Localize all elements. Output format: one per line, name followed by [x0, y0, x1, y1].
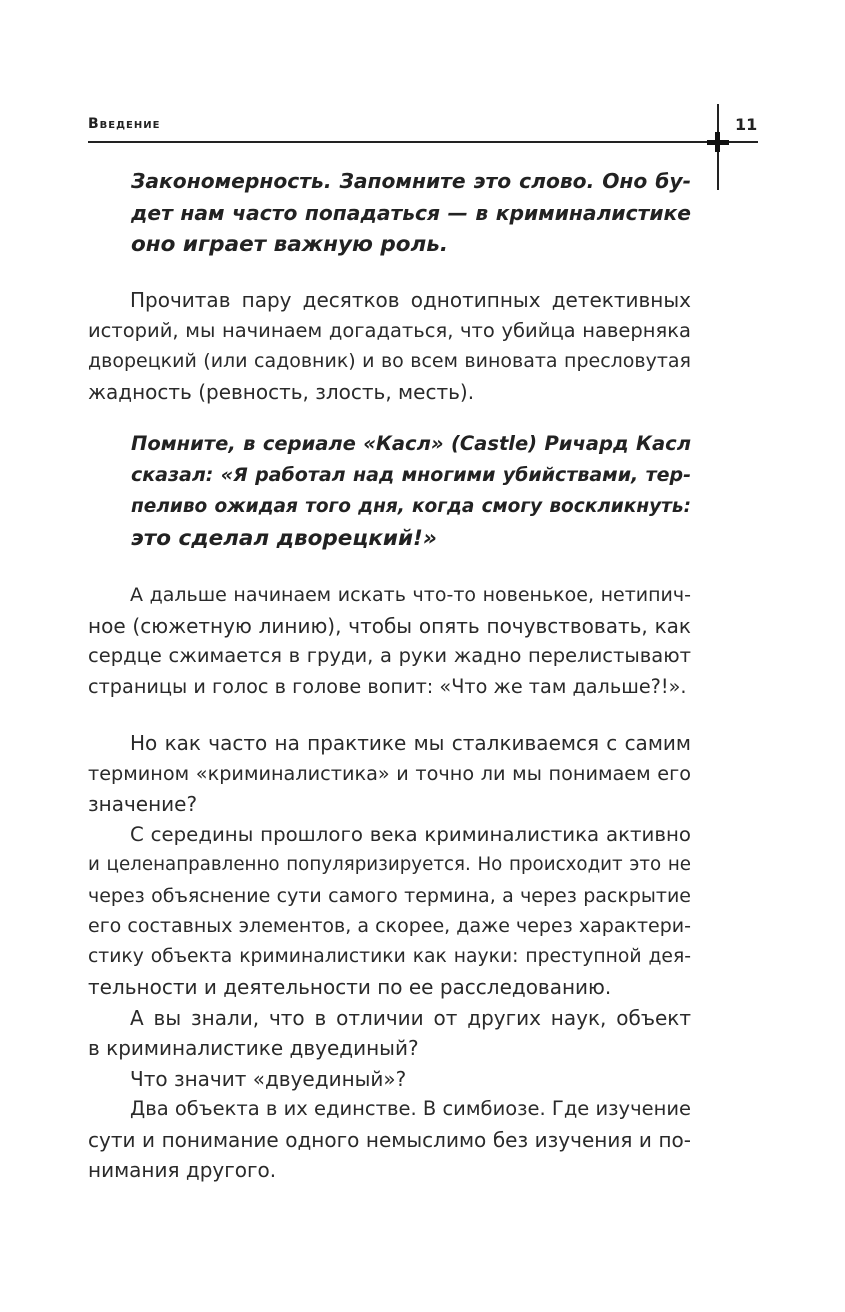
- text-line: сути и понимание одного немыслимо без изучения и по-: [88, 1127, 691, 1152]
- text-line: Закономерность. Запомните это слово. Оно бу-: [131, 169, 691, 193]
- text-line: А дальше начинаем искать что-то новенькое, нетипич-: [130, 584, 691, 606]
- text-line: в криминалистике двуединый?: [88, 1036, 419, 1060]
- text-line: историй, мы начинаем догадаться, что убийца наверняка: [88, 318, 691, 342]
- text-line: стику объекта криминалистики как науки: преступной дея-: [88, 945, 691, 967]
- text-line: страницы и голос в голове вопит: «Что же там дальше?!».: [88, 674, 687, 698]
- text-line: через объяснение сути самого термина, а через раскрытие: [88, 884, 691, 907]
- text-line: тельности и деятельности по ее расследованию.: [88, 975, 612, 999]
- plus-mark-icon-vertical: [715, 132, 720, 152]
- text-line: жадность (ревность, злость, месть).: [88, 379, 475, 404]
- page-number: 11: [735, 115, 758, 134]
- text-line: Прочитав пару десятков однотипных детективных: [130, 288, 691, 312]
- callout-quote-2: [131, 428, 691, 554]
- text-line: значение?: [88, 792, 198, 816]
- text-line: и целенаправленно популяризируется. Но происходит это не: [88, 854, 691, 875]
- text-line: сказал: «Я работал над многими убийствами, тер-: [131, 463, 691, 486]
- text-line: дворецкий (или садовник) и во всем виновата пресловутая: [88, 350, 691, 372]
- paragraph-3: [88, 728, 691, 1186]
- paragraph-1: [88, 285, 691, 407]
- text-line: С середины прошлого века криминалистика активно: [130, 822, 691, 846]
- header-rule: [88, 141, 758, 143]
- text-line: нимания другого.: [88, 1158, 277, 1182]
- text-line: Что значит «двуединый»?: [130, 1066, 407, 1091]
- text-line: термином «криминалистика» и точно ли мы понимаем его: [88, 761, 691, 785]
- paragraph-2: [88, 580, 691, 702]
- text-line: его составных элементов, а скорее, даже через характери-: [88, 915, 691, 937]
- text-line: оно играет важную роль.: [131, 232, 449, 257]
- text-line: А вы знали, что в отличии от других наук, объект: [130, 1005, 691, 1030]
- callout-quote-1: [131, 166, 691, 261]
- text-line: пеливо ожидая того дня, когда смогу воскликнуть:: [131, 496, 691, 517]
- text-line: Помните, в сериале «Касл» (Castle) Ричард Касл: [131, 432, 691, 455]
- text-line: сердце сжимается в груди, а руки жадно перелистывают: [88, 644, 691, 667]
- text-line: ное (сюжетную линию), чтобы опять почувствовать, как: [88, 613, 691, 638]
- text-line: Но как часто на практике мы сталкиваемся с самим: [130, 731, 691, 755]
- running-head: Введение: [88, 116, 161, 132]
- text-line: дет нам часто попадаться — в криминалистике: [131, 200, 691, 225]
- text-line: Два объекта в их единстве. В симбиозе. Где изучение: [130, 1097, 692, 1120]
- text-line: это сделал дворецкий!»: [131, 525, 437, 551]
